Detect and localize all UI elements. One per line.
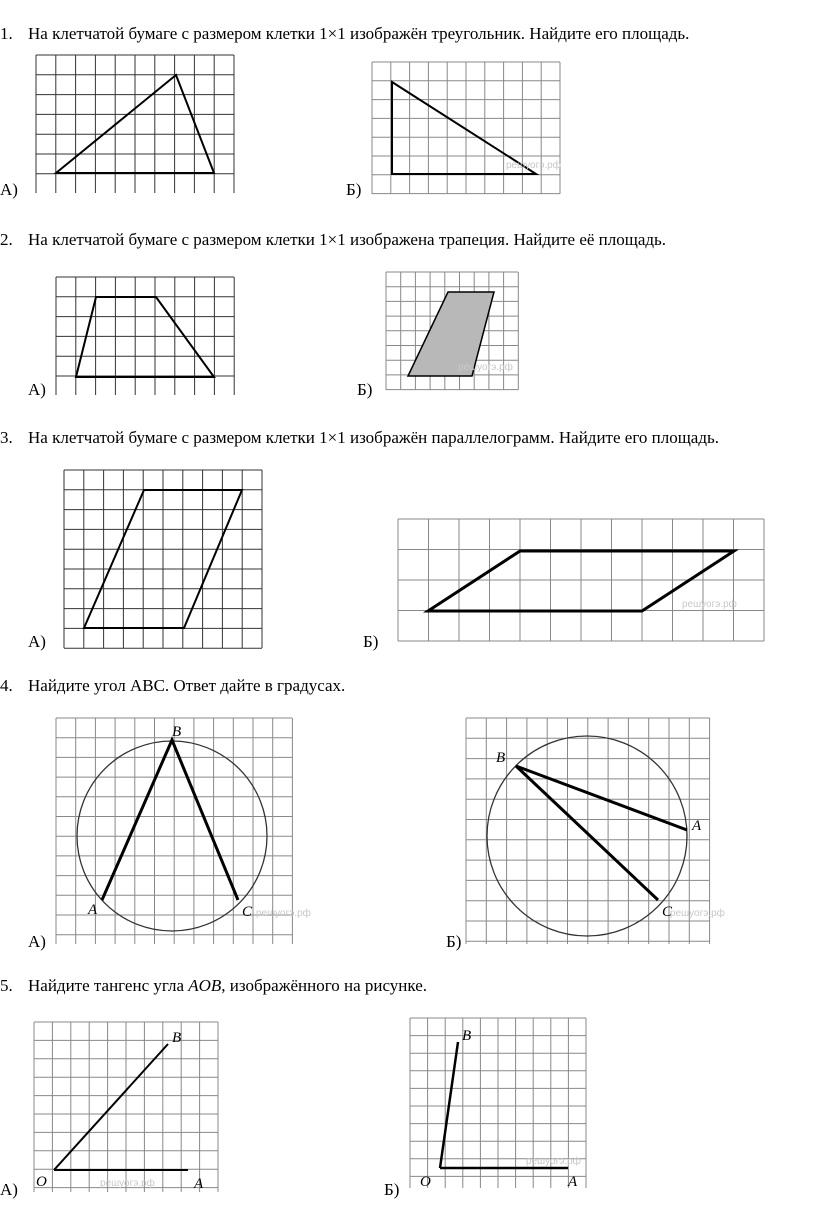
question-3 xyxy=(0,428,719,448)
question-number: 3. xyxy=(0,428,13,447)
watermark: решуогэ.рф xyxy=(458,362,513,373)
point-b-label: B xyxy=(462,1028,472,1044)
figure-1b-grid xyxy=(372,62,564,196)
question-number: 1. xyxy=(0,24,13,43)
question-text: На клетчатой бумаге с размером клетки 1×1 изображена трапеция. Найдите её площадь. xyxy=(28,230,667,249)
figure-2a-grid xyxy=(56,277,236,397)
figure-5b-grid xyxy=(410,1018,590,1194)
point-o-label: O xyxy=(36,1174,47,1190)
point-b-label: B xyxy=(172,724,182,740)
question-5 xyxy=(0,976,427,996)
figure-label-a: А) xyxy=(28,932,46,951)
figure-label-b: Б) xyxy=(363,632,379,651)
figure-4a-grid xyxy=(56,718,311,948)
figure-label-a: А) xyxy=(28,632,46,651)
point-a-label: A xyxy=(88,902,98,918)
figure-label-b: Б) xyxy=(446,932,462,951)
watermark: решуогэ.рф xyxy=(526,1156,581,1167)
figure-3a-grid xyxy=(64,470,264,650)
question-4 xyxy=(0,676,345,696)
trapezoid-shape xyxy=(76,297,214,377)
figure-label-a: А) xyxy=(28,380,46,399)
angle-name: AOB xyxy=(188,976,222,995)
question-text-before: Найдите тангенс угла xyxy=(28,976,189,995)
figure-label-a: А) xyxy=(0,180,18,199)
point-c-label: C xyxy=(242,904,253,920)
question-text: Найдите угол АВС. Ответ дайте в градусах. xyxy=(28,676,346,695)
question-text-after: , изображённого на рисунке. xyxy=(221,976,428,995)
question-text: На клетчатой бумаге с размером клетки 1×1 изображён параллелограмм. Найдите его площадь. xyxy=(28,428,719,447)
watermark: решуогэ.рф xyxy=(506,160,561,171)
figure-label-b: Б) xyxy=(384,1180,400,1199)
figure-label-b: Б) xyxy=(346,180,362,199)
figure-5a-grid xyxy=(34,1022,220,1198)
watermark: решуогэ.рф xyxy=(682,599,737,610)
figure-3b-grid xyxy=(398,519,768,644)
point-a-label: A xyxy=(194,1176,204,1192)
point-a-label: A xyxy=(692,818,702,834)
question-number: 2. xyxy=(0,230,13,249)
figure-label-b: Б) xyxy=(357,380,373,399)
question-number: 4. xyxy=(0,676,13,695)
watermark: решуогэ.рф xyxy=(670,908,725,919)
question-number: 5. xyxy=(0,976,13,995)
question-text: На клетчатой бумаге с размером клетки 1×1 изображён треугольник. Найдите его площадь. xyxy=(28,24,690,43)
ray-ob xyxy=(440,1042,458,1168)
question-1 xyxy=(0,24,689,44)
point-c-label: C xyxy=(662,904,673,920)
point-a-label: A xyxy=(568,1174,578,1190)
point-b-label: B xyxy=(496,750,506,766)
point-o-label: O xyxy=(420,1174,431,1190)
watermark: решуогэ.рф xyxy=(256,908,311,919)
figure-2b-grid xyxy=(386,272,520,392)
figure-label-a: А) xyxy=(0,1180,18,1199)
watermark: решуогэ.рф xyxy=(100,1178,155,1189)
question-2 xyxy=(0,230,666,250)
figure-4b-grid xyxy=(466,718,725,946)
figure-1a-grid xyxy=(36,55,236,195)
point-b-label: B xyxy=(172,1030,182,1046)
